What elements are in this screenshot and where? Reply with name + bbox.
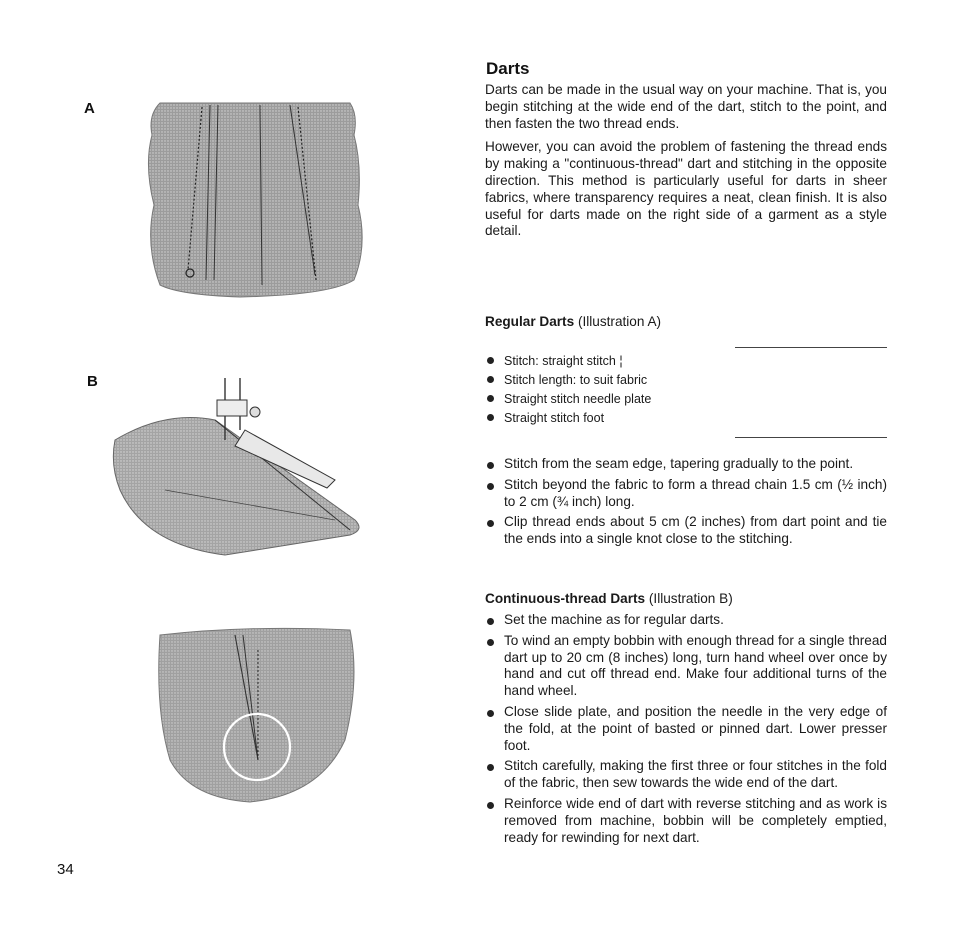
step-item: Stitch beyond the fabric to form a thread chain 1.5 cm (½ inch) to 2 cm (¾ inch) long. <box>485 477 887 511</box>
bullet-icon <box>487 520 494 527</box>
bullet-icon <box>487 764 494 771</box>
darts-heading: Darts <box>486 59 530 78</box>
darts-body <box>485 82 887 240</box>
bullet-icon <box>487 483 494 490</box>
regular-darts-ref: (Illustration A) <box>577 314 662 329</box>
step-item: Reinforce wide end of dart with reverse stitching and as work is removed from machine, bobbin will be completely emptied, ready for rewinding for next dart. <box>485 796 887 846</box>
darts-intro-paragraph: Darts can be made in the usual way on your machine. That is, you begin stitching at the wide end of the dart, stitch to the point, and then fasten the two thread ends. <box>485 82 887 131</box>
setting-item: Straight stitch needle plate <box>485 390 887 409</box>
bullet-icon <box>487 710 494 717</box>
illustration-b-machine-dart <box>105 370 370 565</box>
bullet-icon <box>487 395 494 402</box>
bullet-icon <box>487 376 494 383</box>
settings-bottom-rule <box>735 437 887 438</box>
bullet-icon <box>487 357 494 364</box>
figure-a-label: A <box>84 100 95 117</box>
step-item: To wind an empty bobbin with enough thread for a single thread dart up to 20 cm (8 inches) long, turn hand wheel over once by hand and cut off thread end. Make four additional turns of the hand wheel. <box>485 633 887 700</box>
step-item: Stitch carefully, making the first three or four stitches in the fold of the fabric, then sew towards the wide end of the dart. <box>485 758 887 792</box>
illustration-dart-point-closeup <box>150 620 365 810</box>
page-number: 34 <box>57 861 74 878</box>
bullet-icon <box>487 618 494 625</box>
continuous-darts-ref: (Illustration B) <box>648 591 733 606</box>
step-item: Stitch from the seam edge, tapering gradually to the point. <box>485 456 887 473</box>
continuous-darts-title: Continuous-thread Darts <box>485 591 646 606</box>
bullet-icon <box>487 462 494 469</box>
darts-alternative-paragraph: However, you can avoid the problem of fastening the thread ends by making a "continuous-thread" dart and stitching in the opposite direction. This method is particularly useful for darts in sheer fabrics, where transparency requires a neat, clean finish. It is also useful for darts made on the right side of a garment as a style detail. <box>485 139 887 239</box>
setting-item: Stitch: straight stitch ¦ <box>485 352 887 371</box>
machine-settings-list <box>485 352 887 428</box>
illustration-a-regular-darts <box>140 95 370 305</box>
setting-item: Straight stitch foot <box>485 409 887 428</box>
bullet-icon <box>487 414 494 421</box>
regular-darts-steps <box>485 456 887 552</box>
bullet-icon <box>487 639 494 646</box>
setting-item: Stitch length: to suit fabric <box>485 371 887 390</box>
regular-darts-title: Regular Darts <box>485 314 575 329</box>
figure-b-label: B <box>87 373 98 390</box>
step-item: Set the machine as for regular darts. <box>485 612 887 629</box>
step-item: Close slide plate, and position the needle in the very edge of the fold, at the point of basted or pinned dart. Lower presser foot. <box>485 704 887 754</box>
continuous-darts-subheading <box>485 591 733 606</box>
continuous-darts-steps <box>485 612 887 850</box>
regular-darts-subheading <box>485 314 661 329</box>
settings-top-rule <box>735 347 887 348</box>
step-item: Clip thread ends about 5 cm (2 inches) from dart point and tie the ends into a single knot close to the stitching. <box>485 514 887 548</box>
bullet-icon <box>487 802 494 809</box>
